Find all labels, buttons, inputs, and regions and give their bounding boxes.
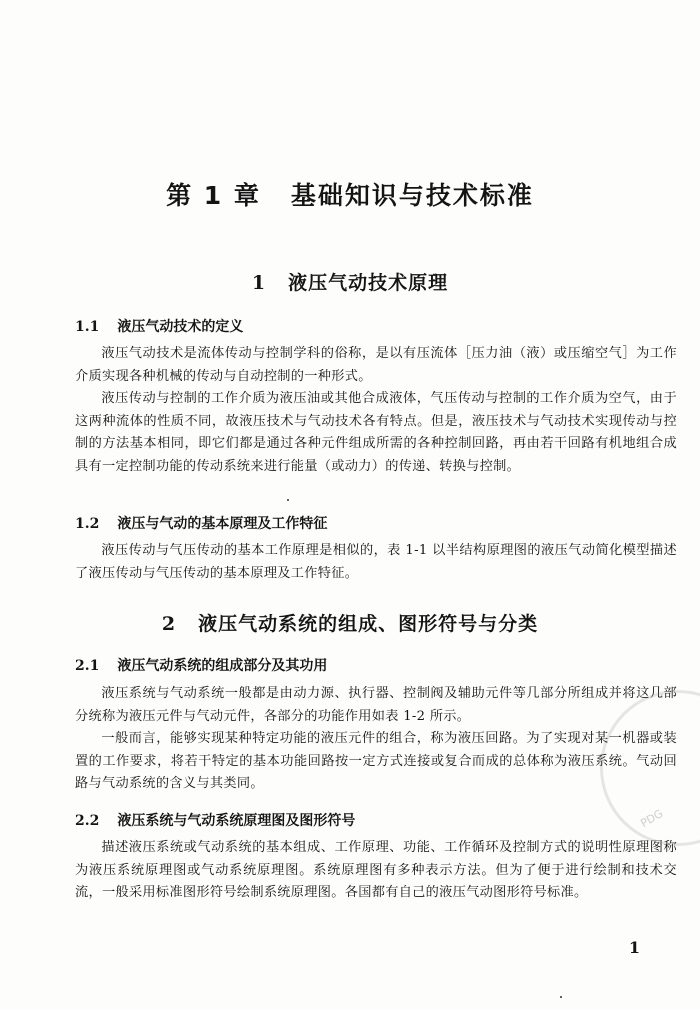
paragraph: 描述液压系统或气动系统的基本组成、工作原理、功能、工作循环及控制方式的说明性原理图称为液压系统原理图或气动系统原理图。系统原理图有多种表示方法。但为了便于进行绘制和技术交流，一般采用标准图形符号绘制系统原理图。各国都有自己的液压气动图形符号标准。 (75, 840, 677, 901)
subsection-number: 2.1 (75, 658, 100, 674)
subsection-number: 1.1 (75, 319, 100, 335)
subsection-title: 液压气动系统的组成部分及其功用 (117, 658, 328, 674)
paragraph: 一般而言，能够实现某种特定功能的液压元件的组合，称为液压回路。为了实现对某一机器或装置的工作要求，将若干特定的基本功能回路按一定方式连接或复合而成的总体称为液压系统。气动回路与气动系统的含义与其类同。 (75, 731, 677, 792)
subsection-title: 液压系统与气动系统原理图及图形符号 (117, 813, 356, 829)
section-title: 液压气动系统的组成、图形符号与分类 (198, 613, 539, 635)
paragraph: 液压传动与控制的工作介质为液压油或其他合成液体，气压传动与控制的工作介质为空气，由于这两种流体的性质不同，故液压技术与气动技术各有特点。但是，液压技术与气动技术实现传动与控制的方法基本相同，即它们都是通过各种元件组成所需的各种控制回路，再由若干回路有机地组合成具有一定控制功能的传动系统来进行能量（或动力）的传递、转换与控制。 (75, 391, 677, 474)
section-number: 2 (161, 613, 177, 635)
subsection-number: 1.2 (75, 516, 100, 532)
page-number: 1 (628, 938, 640, 957)
chapter-number: 第 1 章 (166, 181, 261, 210)
subsection-title: 液压气动技术的定义 (117, 319, 244, 335)
subsection-2-2-heading (75, 810, 355, 830)
subsection-number: 2.2 (75, 813, 100, 829)
subsection-1-1-heading (75, 316, 243, 336)
watermark-text: PDG (638, 806, 666, 831)
chapter-name: 基础知识与技术标准 (290, 181, 534, 210)
section-1-heading (0, 268, 700, 295)
section-number: 1 (251, 272, 267, 294)
chapter-title (0, 176, 700, 212)
scan-speck (287, 499, 289, 501)
paragraph: 液压传动与气压传动的基本工作原理是相似的，表 1-1 以半结构原理图的液压气动简化模型描述了液压传动与气压传动的基本原理及工作特征。 (75, 543, 677, 581)
scan-speck (560, 996, 562, 998)
subsection-title: 液压与气动的基本原理及工作特征 (117, 516, 328, 532)
section-2-heading (0, 609, 700, 636)
subsection-1-2-heading (75, 513, 327, 533)
subsection-2-1-heading (75, 655, 327, 675)
paragraph: 液压系统与气动系统一般都是由动力源、执行器、控制阀及辅助元件等几部分所组成并将这几部分统称为液压元件与气动元件，各部分的功能作用如表 1-2 所示。 (75, 686, 677, 724)
paragraph: 液压气动技术是流体传动与控制学科的俗称，是以有压流体［压力油（液）或压缩空气］为工作介质实现各种机械的传动与自动控制的一种形式。 (75, 346, 677, 384)
section-title: 液压气动技术原理 (288, 272, 449, 294)
